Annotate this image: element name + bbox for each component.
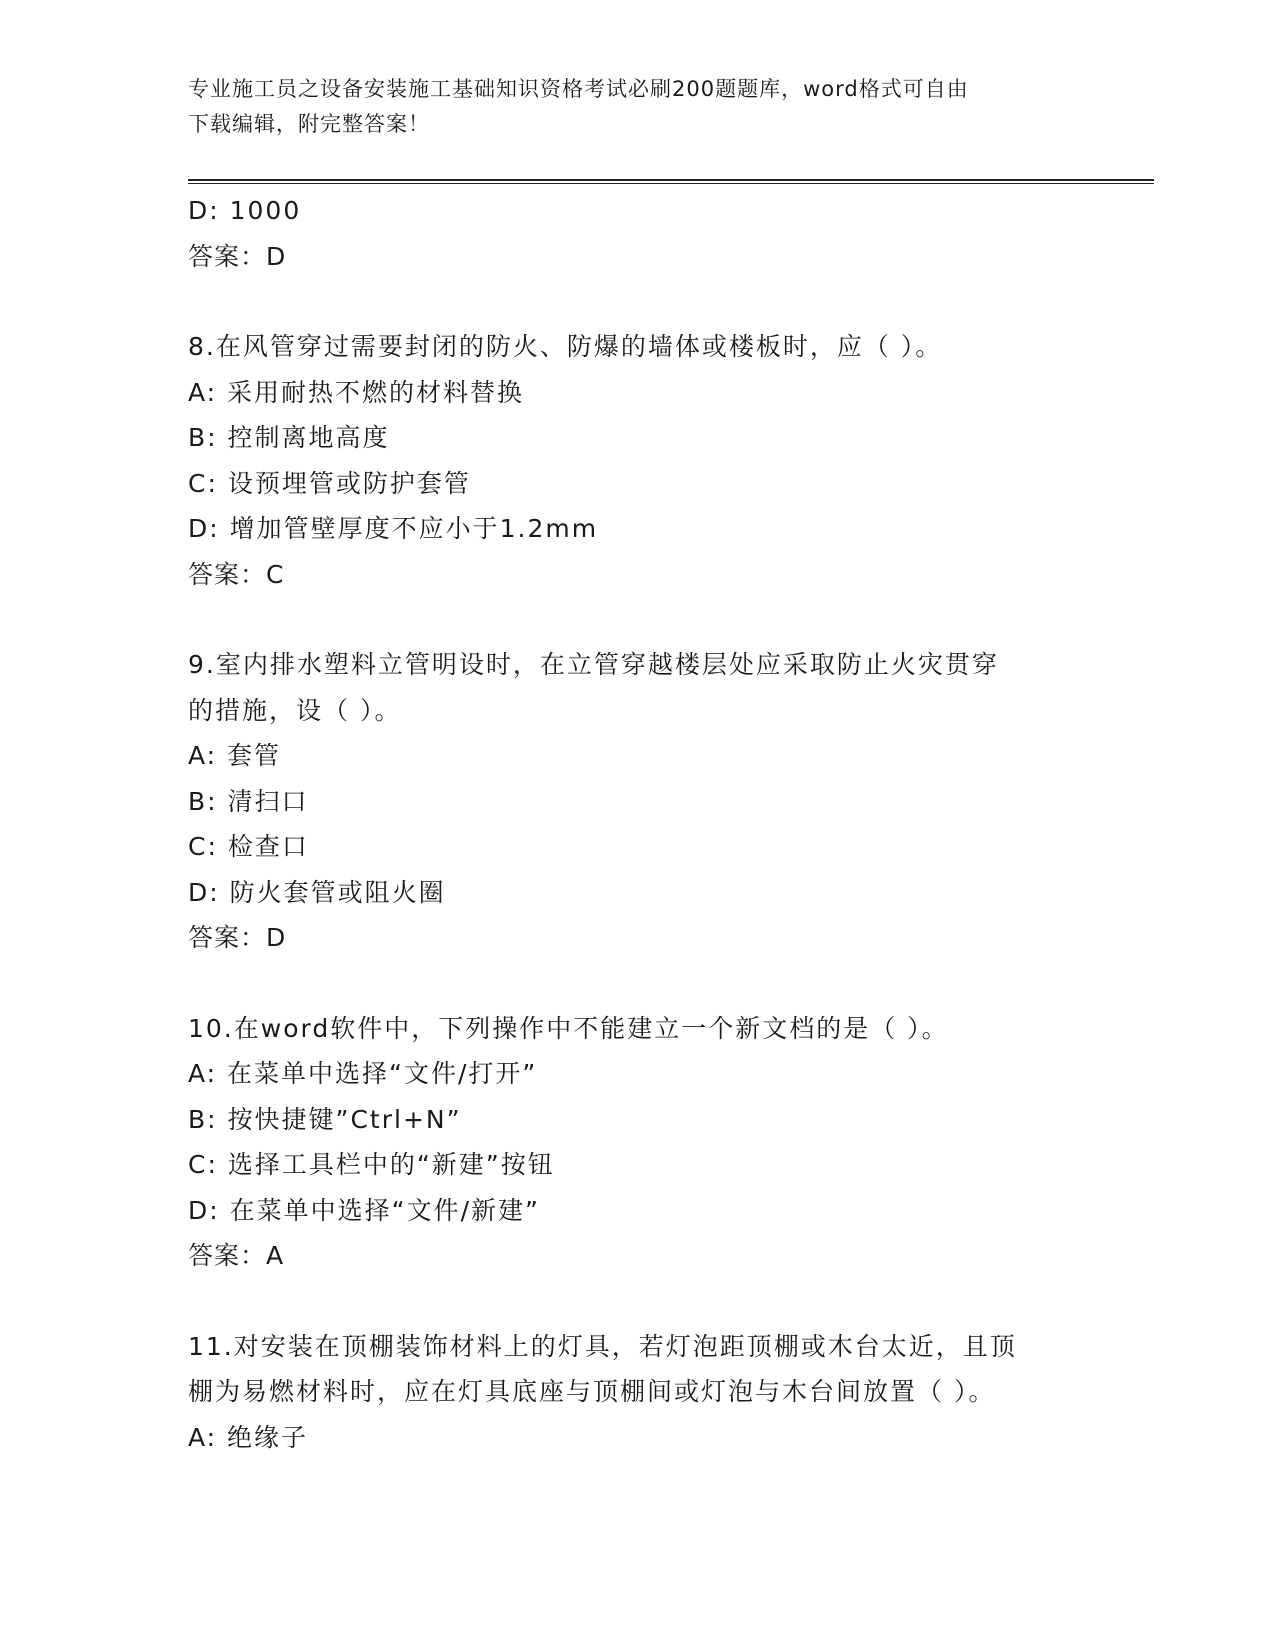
option-b: B: 控制离地高度 [188,423,390,452]
question-8 [188,324,1088,597]
option-a: A: 在菜单中选择“文件/打开” [188,1059,538,1088]
option-d: D: 在菜单中选择“文件/新建” [188,1195,540,1225]
option-b: B: 按快捷键”Ctrl+N” [188,1104,462,1134]
option-a: A: 采用耐热不燃的材料替换 [188,377,525,407]
question-gap [188,961,1088,1006]
option-c: C: 选择工具栏中的“新建”按钮 [188,1150,555,1179]
question-stem-continued: 棚为易燃材料时，应在灯具底座与顶棚间或灯泡与木台间放置（ ）。 [188,1377,996,1406]
question-gap [188,279,1088,324]
question-gap [188,1279,1088,1324]
option-c: C: 检查口 [188,832,309,861]
option-a: A: 套管 [188,741,282,770]
answer: 答案：A [188,1241,285,1270]
question-stem: 9.室内排水塑料立管明设时，在立管穿越楼层处应采取防止火灾贯穿 [188,650,999,679]
option-d: D: 增加管壁厚度不应小于1.2mm [188,514,599,543]
question-stem: 11.对安装在顶棚装饰材料上的灯具，若灯泡距顶棚或木台太近，且顶 [188,1331,1017,1361]
option-d: D: 1000 [188,196,302,225]
question-10 [188,1006,1088,1279]
answer: 答案：D [188,241,287,271]
question-gap [188,597,1088,642]
document-body [188,188,1088,1460]
document-header [188,72,1088,142]
option-c: C: 设预埋管或防护套管 [188,468,471,498]
question-stem: 8.在风管穿过需要封闭的防火、防爆的墙体或楼板时，应（ ）。 [188,332,943,361]
header-line-1: 专业施工员之设备安装施工基础知识资格考试必刷200题题库，word格式可自由 [188,77,969,101]
question-9 [188,642,1088,961]
question-stem: 10.在word软件中，下列操作中不能建立一个新文档的是（ ）。 [188,1013,949,1043]
question-11 [188,1324,1088,1461]
header-line-2: 下载编辑，附完整答案！ [188,112,430,136]
header-divider [188,179,1154,184]
answer: 答案：D [188,923,287,952]
option-d: D: 防火套管或阻火圈 [188,877,446,907]
question-stem-continued: 的措施，设（ ）。 [188,695,402,725]
answer: 答案：C [188,559,285,589]
option-a: A: 绝缘子 [188,1422,309,1452]
option-b: B: 清扫口 [188,786,309,816]
